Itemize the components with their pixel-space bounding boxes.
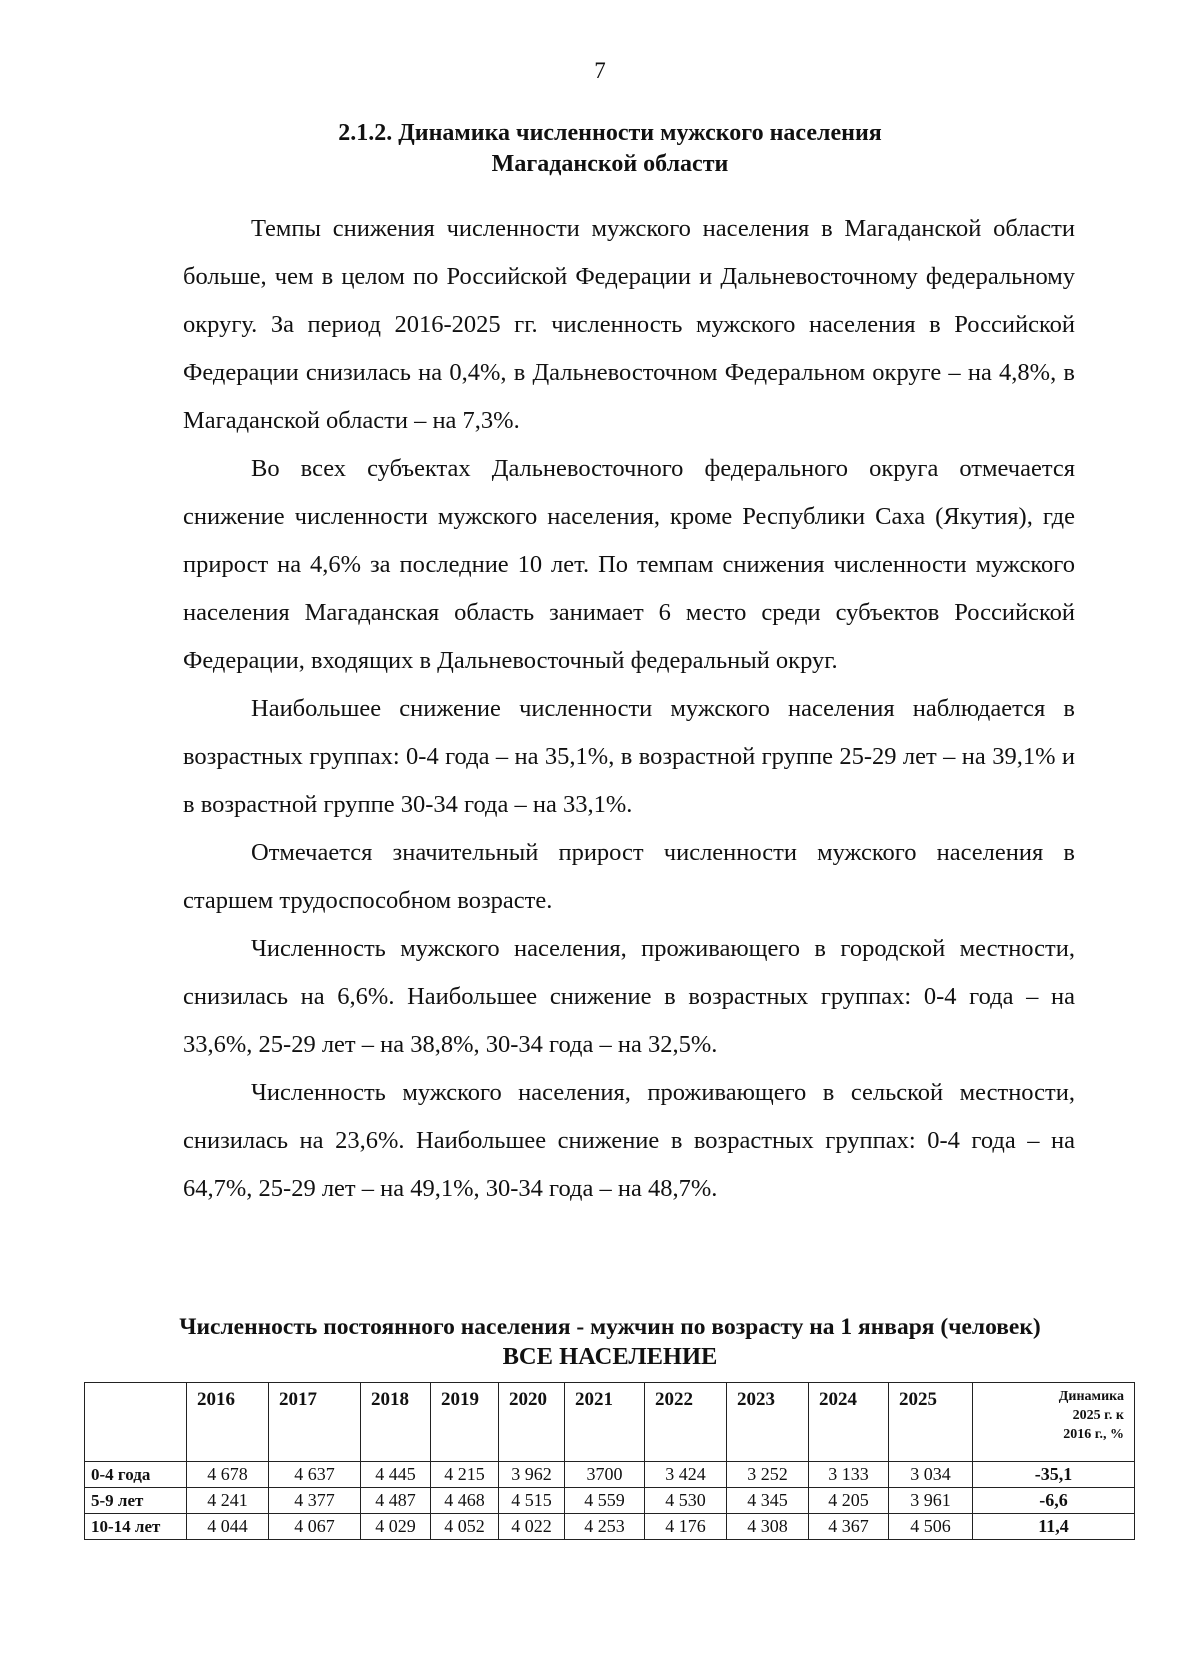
- table-cell: 4 506: [889, 1514, 973, 1540]
- header-year: 2025: [889, 1383, 973, 1462]
- row-label: 5-9 лет: [85, 1488, 187, 1514]
- table-row: [85, 1488, 1135, 1514]
- header-empty-cell: [85, 1383, 187, 1462]
- table-title-main: Численность постоянного населения - мужчин по возрасту на 1 января (человек): [179, 1314, 1041, 1340]
- table-cell: 4 637: [269, 1462, 361, 1488]
- row-label: 0-4 года: [85, 1462, 187, 1488]
- header-dynamics-line-3: 2016 г., %: [1063, 1427, 1124, 1442]
- table-cell: 4 253: [565, 1514, 645, 1540]
- table-cell: 3700: [565, 1462, 645, 1488]
- table-cell: 3 962: [499, 1462, 565, 1488]
- table-row: [85, 1462, 1135, 1488]
- table-cell: 4 176: [645, 1514, 727, 1540]
- table-cell: 3 034: [889, 1462, 973, 1488]
- header-year: 2020: [499, 1383, 565, 1462]
- table-cell: 4 241: [187, 1488, 269, 1514]
- table-cell: 4 468: [431, 1488, 499, 1514]
- table-cell: 4 530: [645, 1488, 727, 1514]
- header-year: 2022: [645, 1383, 727, 1462]
- table-cell: 4 205: [809, 1488, 889, 1514]
- dynamics-cell: -35,1: [973, 1462, 1135, 1488]
- section-title-line-1: 2.1.2. Динамика численности мужского населения: [338, 120, 882, 146]
- header-year: 2024: [809, 1383, 889, 1462]
- section-title-line-2: Магаданской области: [491, 151, 729, 177]
- dynamics-cell: -6,6: [973, 1488, 1135, 1514]
- table-cell: 3 252: [727, 1462, 809, 1488]
- table-cell: 4 559: [565, 1488, 645, 1514]
- paragraph-rf-dfo-comparison: Темпы снижения численности мужского населения в Магаданской области больше, чем в целом по Российской Федерации и Дальневосточному федеральному округу. За период 2016-2025 гг. численность мужского населения в Российской Федерации снизилась на 0,4%, в Дальневосточном Федеральном округе – на 4,8%, в Магаданской области – на 7,3%.: [183, 215, 1075, 434]
- header-year: 2021: [565, 1383, 645, 1462]
- table-cell: 4 678: [187, 1462, 269, 1488]
- header-year: 2023: [727, 1383, 809, 1462]
- table-cell: 4 487: [361, 1488, 431, 1514]
- header-dynamics-line-1: Динамика: [1058, 1389, 1124, 1404]
- row-label: 10-14 лет: [85, 1514, 187, 1540]
- header-year: 2018: [361, 1383, 431, 1462]
- page-number: 7: [594, 58, 606, 83]
- paragraph-older-working-age: Отмечается значительный прирост численности мужского населения в старшем трудоспособном возрасте.: [183, 839, 1075, 914]
- table-cell: 4 377: [269, 1488, 361, 1514]
- table-cell: 4 022: [499, 1514, 565, 1540]
- table-cell: 4 345: [727, 1488, 809, 1514]
- table-cell: 4 445: [361, 1462, 431, 1488]
- table-row: [85, 1514, 1135, 1540]
- dynamics-cell: 11,4: [973, 1514, 1135, 1540]
- table-cell: 3 961: [889, 1488, 973, 1514]
- table-cell: 3 424: [645, 1462, 727, 1488]
- header-dynamics-line-2: 2025 г. к: [1072, 1408, 1124, 1423]
- table-cell: 4 029: [361, 1514, 431, 1540]
- table-cell: 4 215: [431, 1462, 499, 1488]
- table-header-row: [85, 1383, 1135, 1462]
- header-dynamics: [973, 1383, 1135, 1462]
- population-table: [84, 1382, 1135, 1540]
- table-subtitle: ВСЕ НАСЕЛЕНИЕ: [502, 1343, 718, 1370]
- paragraph-dfo-subjects: Во всех субъектах Дальневосточного федерального округа отмечается снижение численности мужского населения, кроме Республики Саха (Якутия), где прирост на 4,6% за последние 10 лет. По темпам снижения численности мужского населения Магаданская область занимает 6 место среди субъектов Российской Федерации, входящих в Дальневосточный федеральный округ.: [183, 455, 1075, 674]
- table-cell: 4 308: [727, 1514, 809, 1540]
- paragraph-rural: Численность мужского населения, проживающего в сельской местности, снизилась на 23,6%. Наибольшее снижение в возрастных группах: 0-4 года – на 64,7%, 25-29 лет – на 49,1%, 30-34 года – на 48,7%.: [183, 1079, 1075, 1202]
- body-text: [183, 205, 1075, 1213]
- table-title: [80, 1312, 1140, 1372]
- table-cell: 4 367: [809, 1514, 889, 1540]
- header-year: 2019: [431, 1383, 499, 1462]
- table-cell: 4 067: [269, 1514, 361, 1540]
- table-cell: 4 044: [187, 1514, 269, 1540]
- table-cell: 3 133: [809, 1462, 889, 1488]
- header-year: 2016: [187, 1383, 269, 1462]
- paragraph-urban: Численность мужского населения, проживающего в городской местности, снизилась на 6,6%. Наибольшее снижение в возрастных группах: 0-4 года – на 33,6%, 25-29 лет – на 38,8%, 30-34 года – на 32,5%.: [183, 935, 1075, 1058]
- paragraph-largest-decline: Наибольшее снижение численности мужского населения наблюдается в возрастных группах: 0-4 года – на 35,1%, в возрастной группе 25-29 лет – на 39,1% и в возрастной группе 30-34 года – на 33,1%.: [183, 695, 1075, 818]
- section-title: [130, 118, 1090, 180]
- table-cell: 4 052: [431, 1514, 499, 1540]
- header-year: 2017: [269, 1383, 361, 1462]
- table-cell: 4 515: [499, 1488, 565, 1514]
